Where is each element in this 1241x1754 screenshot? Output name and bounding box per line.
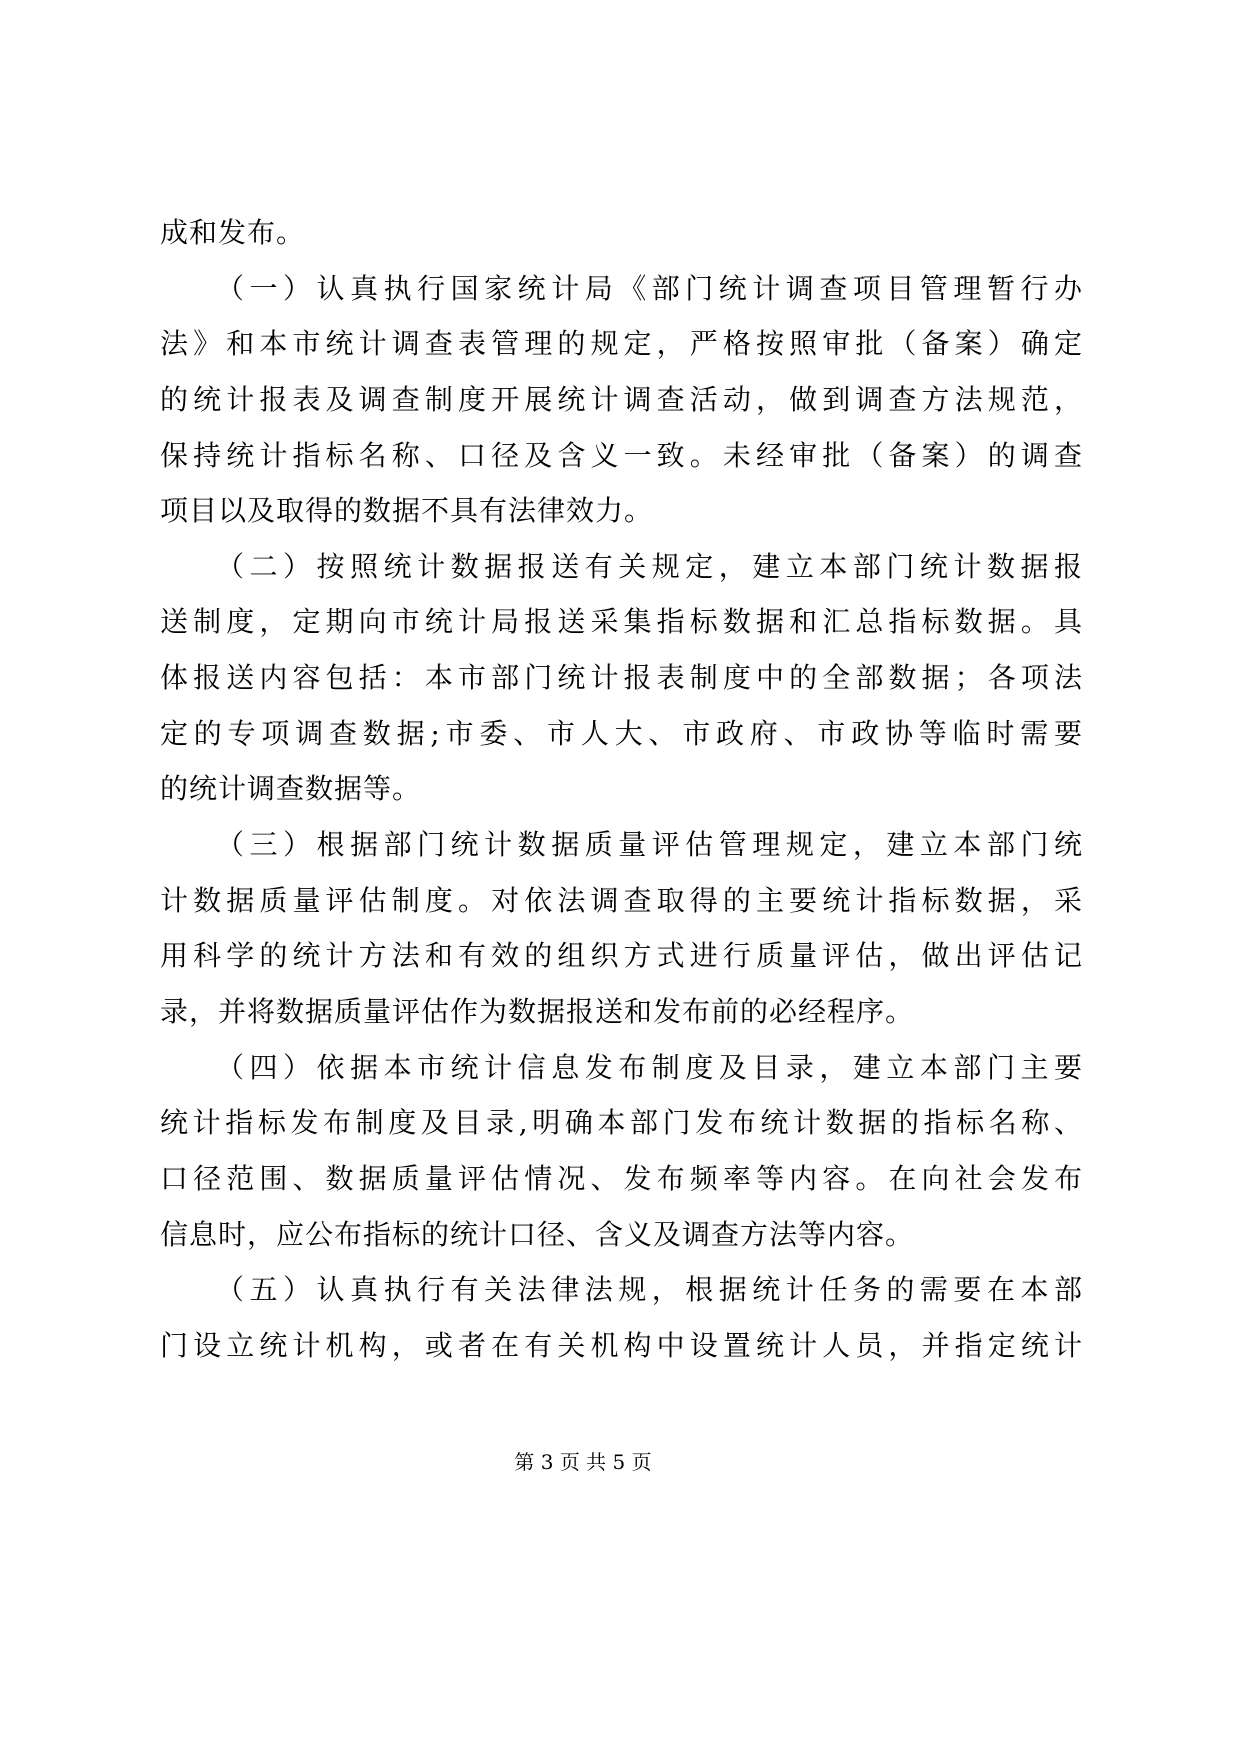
text-line: 送制度，定期向市统计局报送采集指标数据和汇总指标数据。具 — [160, 605, 1082, 639]
text-line: 的统计调查数据等。 — [160, 772, 422, 806]
paragraph-4 — [160, 1040, 1082, 1263]
paragraph-5 — [160, 1262, 1082, 1373]
text-line: 项目以及取得的数据不具有法律效力。 — [160, 494, 654, 528]
text-line: （一）认真执行国家统计局《部门统计调查项目管理暂行办 — [216, 271, 1082, 305]
paragraph-3 — [160, 817, 1082, 1040]
paragraph-continued — [160, 205, 1082, 261]
text-line: 统计指标发布制度及目录,明确本部门发布统计数据的指标名称、 — [160, 1106, 1082, 1140]
paragraph-2 — [160, 539, 1082, 817]
page-body — [160, 205, 1082, 1373]
text-line: 信息时，应公布指标的统计口径、含义及调查方法等内容。 — [160, 1217, 915, 1251]
text-line: 录，并将数据质量评估作为数据报送和发布前的必经程序。 — [160, 994, 915, 1028]
text-line: （四）依据本市统计信息发布制度及目录，建立本部门主要 — [216, 1050, 1082, 1084]
text-line: 体报送内容包括：本市部门统计报表制度中的全部数据；各项法 — [160, 661, 1082, 695]
text-line: 法》和本市统计调查表管理的规定，严格按照审批（备案）确定 — [160, 327, 1082, 361]
text-line: 的统计报表及调查制度开展统计调查活动，做到调查方法规范， — [160, 382, 1082, 416]
text-line: 门设立统计机构，或者在有关机构中设置统计人员，并指定统计 — [160, 1328, 1082, 1362]
text-line: 定的专项调查数据;市委、市人大、市政府、市政协等临时需要 — [160, 716, 1082, 750]
text-line: （三）根据部门统计数据质量评估管理规定，建立本部门统 — [216, 828, 1082, 862]
paragraph-1 — [160, 261, 1082, 539]
page-number-footer: 第 3 页 共 5 页 — [514, 1450, 652, 1474]
text-line: 成和发布。 — [160, 216, 306, 249]
text-line: 计数据质量评估制度。对依法调查取得的主要统计指标数据，采 — [160, 883, 1082, 917]
text-line: （二）按照统计数据报送有关规定，建立本部门统计数据报 — [216, 549, 1082, 583]
text-line: 保持统计指标名称、口径及含义一致。未经审批（备案）的调查 — [160, 438, 1082, 472]
text-line: 用科学的统计方法和有效的组织方式进行质量评估，做出评估记 — [160, 939, 1082, 973]
text-line: 口径范围、数据质量评估情况、发布频率等内容。在向社会发布 — [160, 1161, 1082, 1195]
text-line: （五）认真执行有关法律法规，根据统计任务的需要在本部 — [216, 1273, 1082, 1307]
